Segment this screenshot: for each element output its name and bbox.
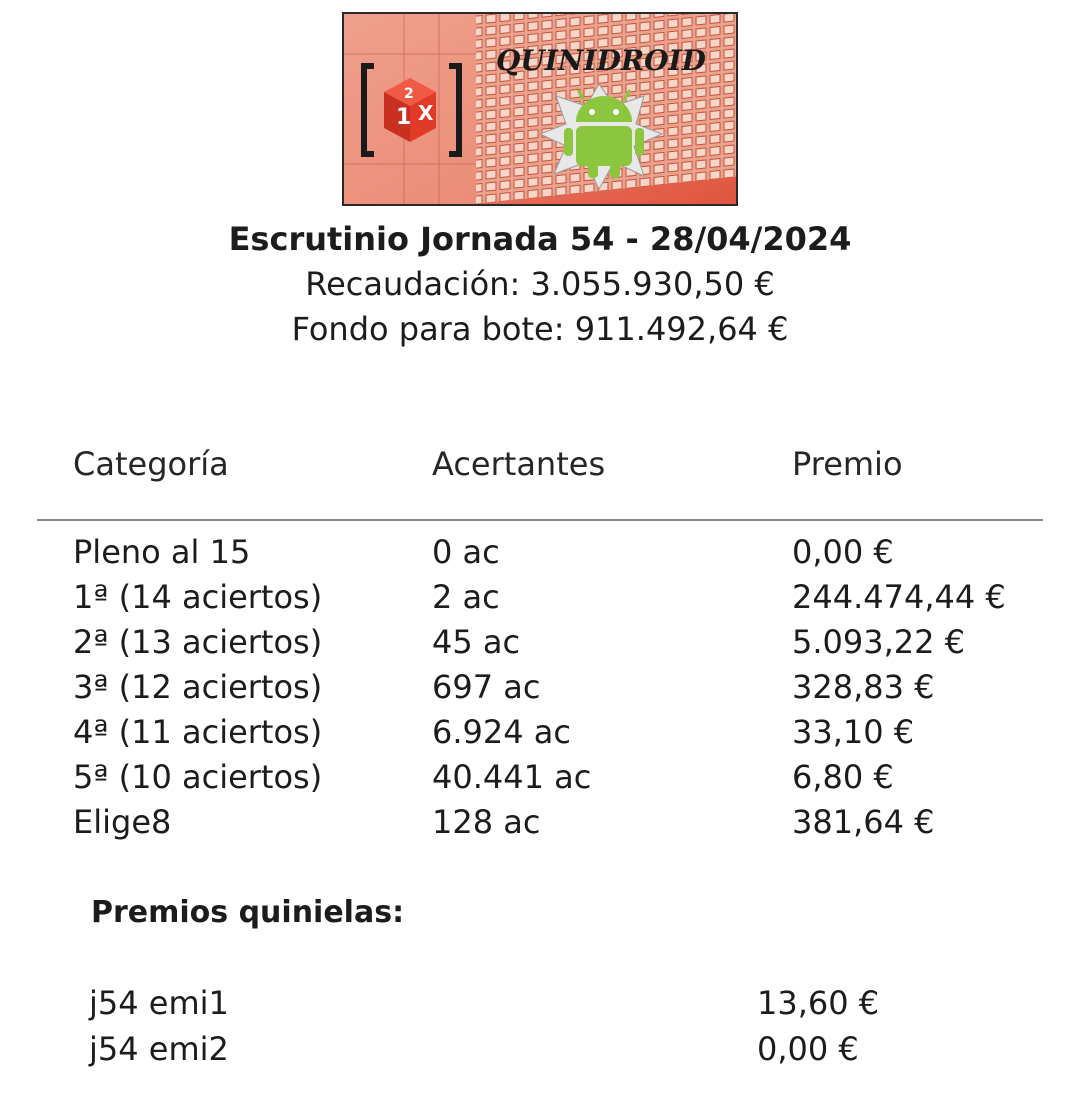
logo-text: QUINIDROID bbox=[496, 44, 706, 77]
table-divider bbox=[37, 519, 1043, 521]
acertantes-cell: 2 ac bbox=[432, 578, 500, 616]
categoria-cell: 1ª (14 aciertos) bbox=[73, 578, 323, 616]
premios-quinielas-heading: Premios quinielas: bbox=[91, 895, 405, 930]
categoria-cell: 4ª (11 aciertos) bbox=[73, 713, 323, 751]
categoria-cell: 5ª (10 aciertos) bbox=[73, 758, 323, 796]
table-row bbox=[0, 800, 1080, 845]
table-row bbox=[0, 665, 1080, 710]
fondo-bote-text: Fondo para bote: 911.492,64 € bbox=[291, 310, 789, 348]
acertantes-cell: 697 ac bbox=[432, 668, 541, 706]
svg-text:2: 2 bbox=[404, 86, 414, 102]
quiniela-prize: 13,60 € bbox=[757, 984, 880, 1022]
premio-cell: 6,80 € bbox=[792, 758, 894, 796]
categoria-cell: Pleno al 15 bbox=[73, 533, 251, 571]
acertantes-cell: 128 ac bbox=[432, 803, 541, 841]
svg-text:X: X bbox=[418, 101, 434, 125]
categoria-cell: 3ª (12 aciertos) bbox=[73, 668, 323, 706]
quiniela-prize: 0,00 € bbox=[757, 1030, 859, 1068]
column-header-categoria: Categoría bbox=[73, 445, 229, 483]
table-row bbox=[0, 575, 1080, 620]
table-row bbox=[0, 620, 1080, 665]
svg-text:1: 1 bbox=[396, 105, 412, 130]
categoria-cell: 2ª (13 aciertos) bbox=[73, 623, 323, 661]
recaudacion-text: Recaudación: 3.055.930,50 € bbox=[305, 265, 775, 303]
premio-cell: 328,83 € bbox=[792, 668, 935, 706]
premio-cell: 33,10 € bbox=[792, 713, 915, 751]
list-item[interactable] bbox=[0, 980, 1080, 1026]
page-title: Escrutinio Jornada 54 - 28/04/2024 bbox=[228, 220, 852, 258]
acertantes-cell: 45 ac bbox=[432, 623, 521, 661]
list-item[interactable] bbox=[0, 1026, 1080, 1072]
categoria-cell: Elige8 bbox=[73, 803, 172, 841]
premio-cell: 5.093,22 € bbox=[792, 623, 966, 661]
premio-cell: 244.474,44 € bbox=[792, 578, 1006, 616]
table-row bbox=[0, 755, 1080, 800]
column-header-premio: Premio bbox=[792, 445, 903, 483]
app-banner-logo bbox=[342, 12, 738, 206]
acertantes-cell: 0 ac bbox=[432, 533, 500, 571]
table-row bbox=[0, 530, 1080, 575]
table-row bbox=[0, 710, 1080, 755]
quiniela-name: j54 emi1 bbox=[89, 984, 229, 1022]
column-header-acertantes: Acertantes bbox=[432, 445, 606, 483]
acertantes-cell: 40.441 ac bbox=[432, 758, 592, 796]
quiniela-name: j54 emi2 bbox=[89, 1030, 229, 1068]
premio-cell: 381,64 € bbox=[792, 803, 935, 841]
premio-cell: 0,00 € bbox=[792, 533, 894, 571]
quinidroid-logo bbox=[344, 14, 736, 204]
acertantes-cell: 6.924 ac bbox=[432, 713, 571, 751]
